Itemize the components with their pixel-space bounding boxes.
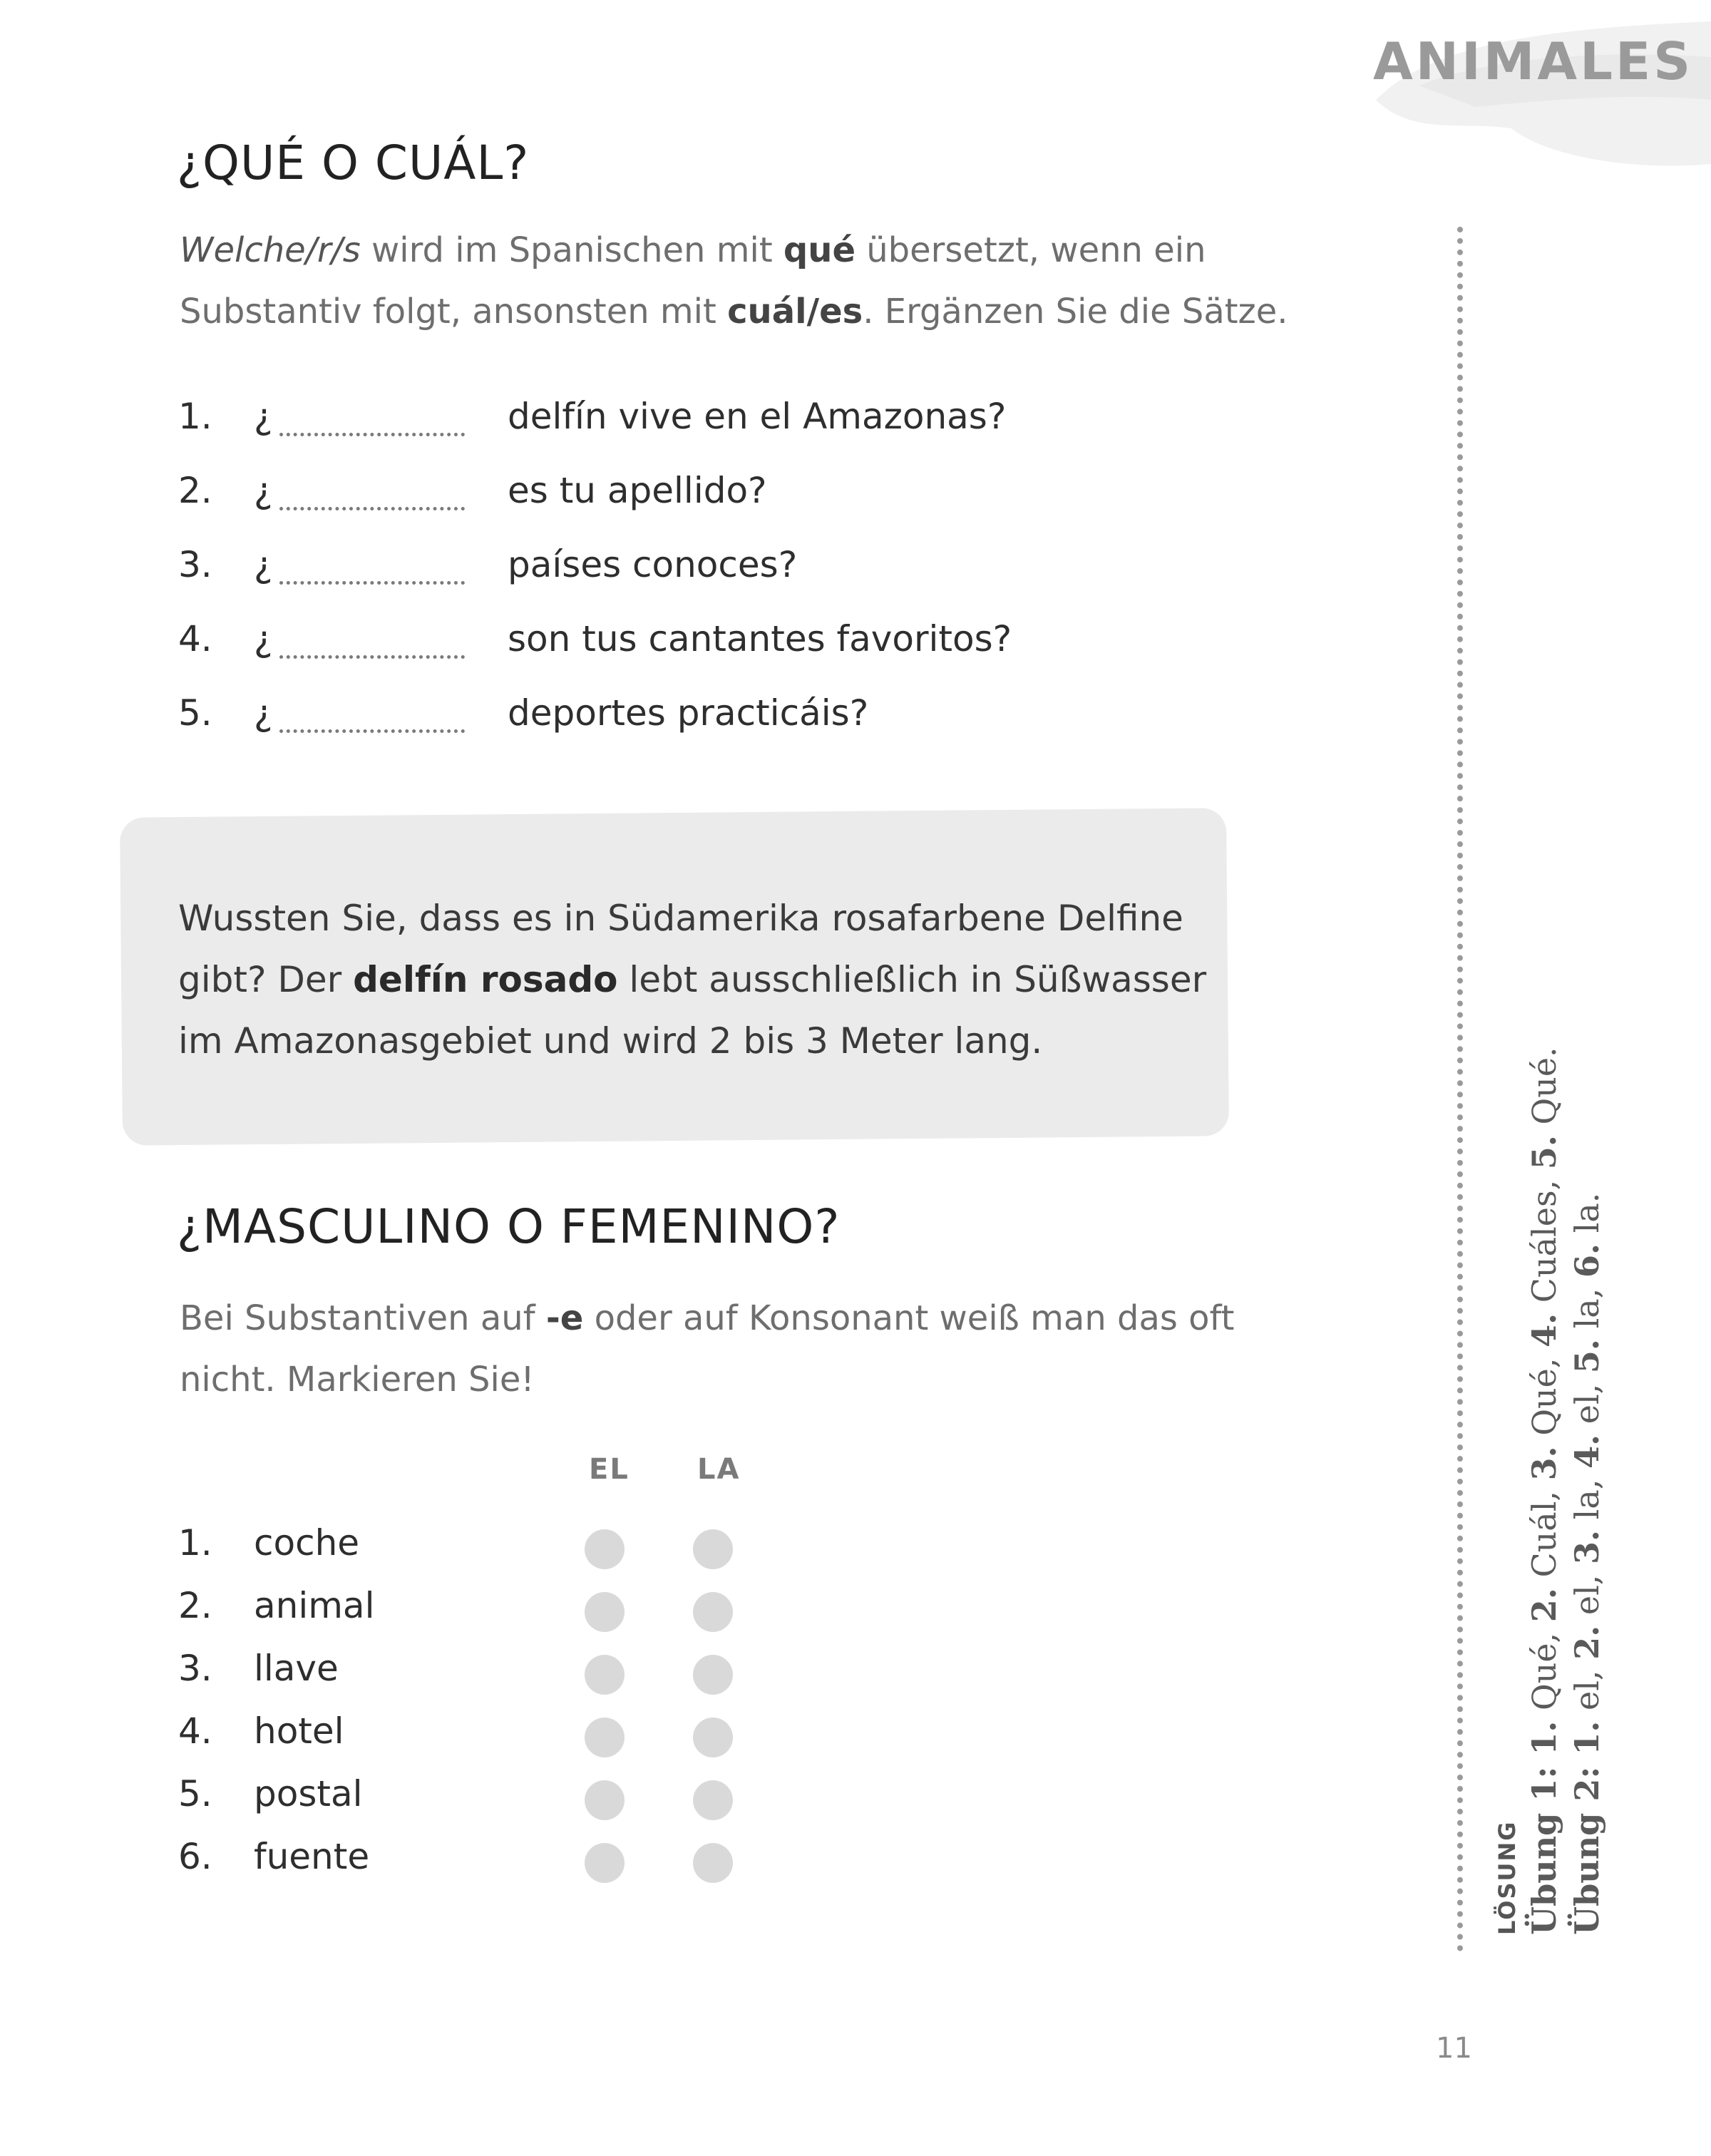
solution-label: LÖSUNG <box>1494 1820 1521 1935</box>
sentence-text: son tus cantantes favoritos? <box>508 618 1012 659</box>
instruction-bold: cuál/es <box>727 292 863 332</box>
exercise1-instruction <box>180 220 1320 342</box>
sidebar-divider <box>1457 227 1463 1952</box>
exercise2-instruction <box>180 1288 1320 1410</box>
item-word: llave <box>254 1648 339 1689</box>
sentence-text: es tu apellido? <box>508 470 767 511</box>
solution-text: Qué. <box>1525 1047 1563 1136</box>
solution-bold: 5. <box>1568 1339 1606 1374</box>
instruction-italic: Welche/r/s <box>180 230 361 270</box>
section-label: ANIMALES <box>1373 31 1694 91</box>
item-number: 5. <box>178 1773 212 1814</box>
solution-bold: Übung 1: 1. <box>1525 1720 1563 1935</box>
item-word: coche <box>254 1522 360 1564</box>
item-number: 4. <box>178 618 212 659</box>
radio-el[interactable] <box>585 1843 625 1883</box>
question-mark: ¿ <box>254 618 273 659</box>
info-text: im Amazonasgebiet und wird 2 bis 3 Meter lang. <box>178 1020 1043 1062</box>
info-box-text <box>178 888 1219 1072</box>
radio-el[interactable] <box>585 1780 625 1820</box>
item-word: fuente <box>254 1836 370 1877</box>
solution-bold: 3. <box>1525 1446 1563 1481</box>
radio-la[interactable] <box>693 1592 733 1632</box>
column-header-el: EL <box>589 1453 630 1486</box>
solution-bold: 2. <box>1525 1588 1563 1623</box>
question-mark: ¿ <box>254 470 273 511</box>
instruction-text: Substantiv folgt, ansonsten mit <box>180 292 728 332</box>
item-word: hotel <box>254 1710 344 1752</box>
sentence-text: deportes practicáis? <box>508 692 869 734</box>
item-number: 3. <box>178 544 212 585</box>
solution-text: la, <box>1568 1278 1606 1340</box>
solution-text: la, <box>1568 1468 1606 1530</box>
answer-blank[interactable] <box>279 581 465 585</box>
info-bold: delfín rosado <box>353 959 618 1000</box>
solution-text: Cuál, <box>1525 1480 1563 1588</box>
question-mark: ¿ <box>254 692 273 734</box>
solution-bold: 4. <box>1568 1434 1606 1469</box>
answer-blank[interactable] <box>279 433 465 436</box>
solution-bold: 2. <box>1568 1625 1606 1660</box>
instruction-text: wird im Spanischen mit <box>360 230 783 270</box>
solution-text: Qué, <box>1525 1622 1563 1721</box>
item-number: 4. <box>178 1710 212 1752</box>
item-number: 3. <box>178 1648 212 1689</box>
item-number: 6. <box>178 1836 212 1877</box>
radio-la[interactable] <box>693 1718 733 1757</box>
item-word: animal <box>254 1585 375 1626</box>
answer-blank[interactable] <box>279 655 465 659</box>
item-number: 2. <box>178 470 212 511</box>
solution-text: Qué, <box>1525 1347 1563 1447</box>
solution-block <box>1493 1047 1628 1935</box>
solution-text: el, <box>1568 1659 1606 1721</box>
answer-blank[interactable] <box>279 507 465 510</box>
instruction-text: nicht. Markieren Sie! <box>180 1360 535 1400</box>
instruction-bold: -e <box>545 1298 584 1338</box>
instruction-text: oder auf Konsonant weiß man das oft <box>583 1298 1235 1338</box>
radio-el[interactable] <box>585 1592 625 1632</box>
question-mark: ¿ <box>254 544 273 585</box>
item-word: postal <box>254 1773 363 1814</box>
radio-la[interactable] <box>693 1529 733 1569</box>
solution-text: el, <box>1568 1564 1606 1626</box>
solution-line-2 <box>1566 1151 1608 1935</box>
solution-bold: Übung 2: 1. <box>1568 1720 1606 1935</box>
item-number: 2. <box>178 1585 212 1626</box>
item-number: 1. <box>178 1522 212 1564</box>
info-text: gibt? Der <box>178 959 354 1000</box>
solution-text: la. <box>1568 1192 1606 1243</box>
solution-bold: 3. <box>1568 1529 1606 1564</box>
solution-line-1 <box>1523 1047 1566 1935</box>
solution-bold: 6. <box>1568 1243 1606 1278</box>
page-number: 11 <box>1436 2032 1472 2065</box>
instruction-text: Bei Substantiven auf <box>180 1298 546 1338</box>
solution-bold: 4. <box>1525 1313 1563 1348</box>
instruction-text: übersetzt, wenn ein <box>856 230 1206 270</box>
sentence-text: países conoces? <box>508 544 798 585</box>
solution-text: Cuáles, <box>1525 1169 1563 1313</box>
answer-blank[interactable] <box>279 729 465 733</box>
radio-la[interactable] <box>693 1780 733 1820</box>
radio-la[interactable] <box>693 1843 733 1883</box>
info-text: Wussten Sie, dass es in Südamerika rosafarbene Delfine <box>178 898 1183 939</box>
instruction-text: . Ergänzen Sie die Sätze. <box>863 292 1288 332</box>
radio-el[interactable] <box>585 1529 625 1569</box>
radio-el[interactable] <box>585 1718 625 1757</box>
solution-bold: 5. <box>1525 1135 1563 1170</box>
solution-text: el, <box>1568 1373 1606 1434</box>
info-text: lebt ausschließlich in Süßwasser <box>617 959 1207 1000</box>
radio-el[interactable] <box>585 1655 625 1695</box>
exercise1-title: ¿QUÉ O CUÁL? <box>177 135 530 190</box>
item-number: 1. <box>178 396 212 437</box>
question-mark: ¿ <box>254 396 273 437</box>
item-number: 5. <box>178 692 212 734</box>
exercise2-title: ¿MASCULINO O FEMENINO? <box>177 1199 841 1254</box>
radio-la[interactable] <box>693 1655 733 1695</box>
sentence-text: delfín vive en el Amazonas? <box>508 396 1007 437</box>
instruction-bold: qué <box>783 230 856 270</box>
column-header-la: LA <box>697 1453 741 1486</box>
